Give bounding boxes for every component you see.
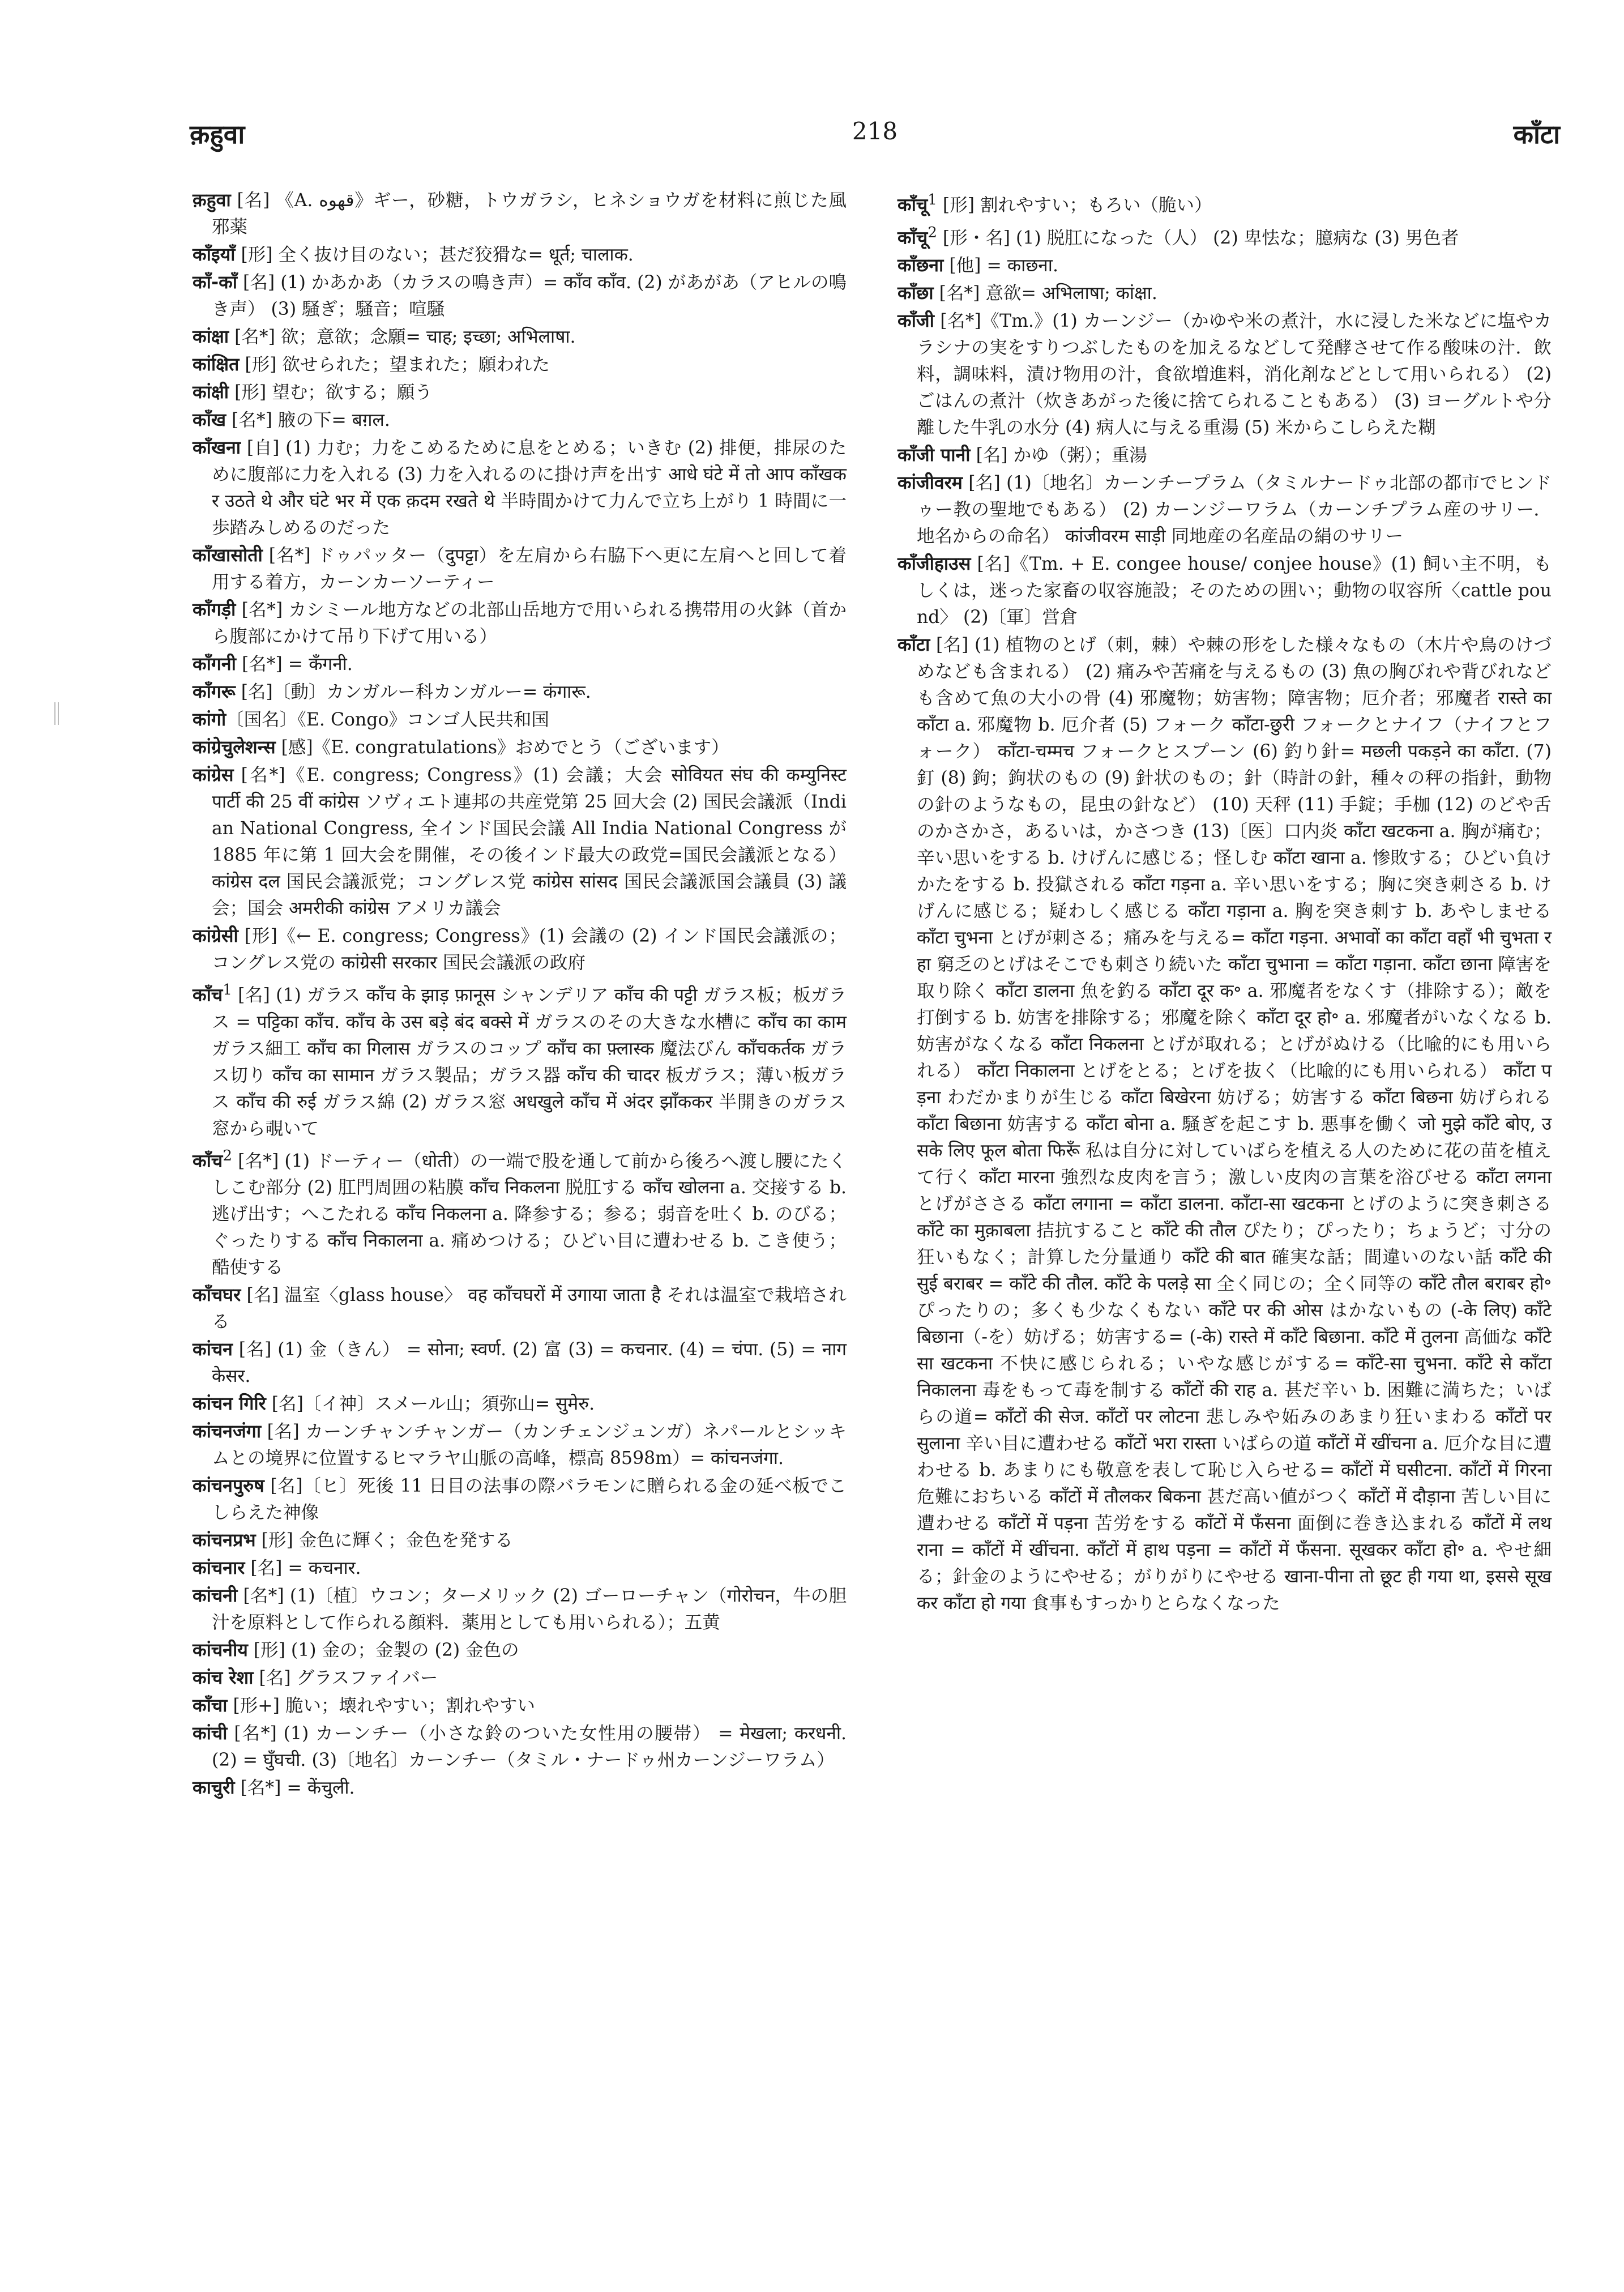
- dictionary-entry: [193, 596, 847, 650]
- homograph-number: 1: [223, 981, 232, 998]
- dictionary-entry: [898, 470, 1552, 550]
- definition: [名]《Tm. + E. congee house/ conjee house》(1) 飼い主不明，もしくは，迷った家畜の収容施設；そのための囲い；動物の収容所〈cattle pound〉 (2)〔軍〕営倉: [917, 554, 1552, 628]
- headword: काँगरू: [193, 681, 236, 702]
- dictionary-entry: [193, 1637, 847, 1664]
- definition: [形] 金色に輝く；金色を発する: [255, 1530, 513, 1551]
- definition: [感]《E. congratulations》おめでとう（ございます）: [275, 737, 729, 758]
- headword: कांक्षित: [193, 353, 240, 375]
- definition: [名] 《A. قهوه》ギー，砂糖，トウガラシ，ヒネショウガを材料に煎じた風邪薬: [212, 190, 847, 237]
- homograph-number: 1: [928, 191, 937, 208]
- definition: [名*] = कँगनी.: [236, 654, 353, 675]
- dictionary-entry: [193, 923, 847, 976]
- definition: [名] (1) ガラス काँच के झाड़ फ़ानूस シャンデリア काँच की पट्टी ガラス板；板ガラス = पट्टिका काँच. काँच के उस बड़े बंद बक्से में ガラスのその大きな水槽に काँच का काम ガラス細工 काँच का गिलास ガラスのコップ काँच का फ़्लास्क 魔法びん काँचकर्तक ガラス切り काँच का सामान ガラス製品；ガラス器 काँच की चादर 板ガラス；薄い板ガラス काँच की रुई ガラス綿 (2) ガラス窓 अधखुले काँच में अंदर झाँककर 半開きのガラス窓から覗いて: [212, 985, 847, 1139]
- dictionary-entry: [193, 1582, 847, 1636]
- headword: काँख: [193, 409, 226, 430]
- dictionary-entry: [193, 407, 847, 434]
- definition: [形+] 脆い；壊れやすい；割れやすい: [227, 1696, 535, 1716]
- definition: [形] 割れやすい；もろい（脆い）: [937, 195, 1212, 216]
- page-number: 218: [852, 117, 898, 145]
- dictionary-entry: [193, 1527, 847, 1554]
- header-guide-word-left: क़हुवा: [190, 119, 245, 150]
- dictionary-entry: [193, 187, 847, 241]
- dictionary-entry: [193, 651, 847, 678]
- definition: [名] 温室〈glass house〉 वह काँचघरों में उगाया जाता है それは温室で栽培される: [212, 1285, 847, 1332]
- headword: काँचू: [898, 227, 928, 248]
- definition: [名] (1)〔地名〕カーンチープラム（タミルナードゥ北部の都市でヒンドゥー教の聖地でもある） (2) カーンジーワラム（カーンチプラム産のサリー．地名からの命名） कांजीवरम साड़ी 同地産の名産品の絹のサリー: [917, 473, 1552, 547]
- headword: काँखना: [193, 437, 241, 458]
- definition: [名] (1) かあかあ（カラスの鳴き声）= काँव काँव. (2) があがあ（アヒルの鳴き声） (3) 騒ぎ；騒音；喧騒: [212, 272, 847, 319]
- headword: काँचू: [898, 194, 928, 216]
- definition: [形] 欲せられた；望まれた；願われた: [239, 355, 550, 375]
- headword: काँखासोती: [193, 544, 263, 566]
- definition: [形]《← E. congress; Congress》(1) 会議の (2) インド国民会議派の；コングレス党の कांग्रेसी सरकार 国民会議派の政府: [212, 926, 847, 973]
- header-guide-word-right: काँटा: [1513, 119, 1560, 150]
- headword: काँच: [193, 1150, 223, 1171]
- definition: [名*] ドゥパッター（दुपट्टा）を左肩から右脇下へ更に左肩へと回して着用する着方，カーンカーソーティー: [212, 545, 847, 592]
- definition: [形] 全く抜け目のない；甚だ狡猾な= धूर्त; चालाक.: [235, 245, 634, 265]
- headword: काँछना: [898, 254, 944, 276]
- dictionary-entry: [193, 706, 847, 733]
- dictionary-entry: [898, 220, 1552, 252]
- dictionary-entry: [193, 1555, 847, 1582]
- headword: कांचनपुरुष: [193, 1475, 264, 1496]
- definition: [名] (1) 金（きん） = सोना; स्वर्ण. (2) 富 (3) = कचनार. (4) = चंपा. (5) = नागकेसर.: [212, 1339, 847, 1386]
- homograph-number: 2: [223, 1147, 232, 1164]
- headword: काँचघर: [193, 1284, 241, 1305]
- definition: [形] 望む；欲する；願う: [229, 382, 433, 403]
- headword: काँचा: [193, 1695, 228, 1716]
- headword: कांचनजंगा: [193, 1420, 261, 1442]
- definition: [名*] 腋の下= बग़ल.: [226, 410, 390, 430]
- headword: काचुरी: [193, 1777, 235, 1798]
- homograph-number: 2: [928, 224, 937, 241]
- dictionary-entry: [193, 762, 847, 922]
- margin-mark: [54, 702, 59, 725]
- headword: काँच: [193, 984, 223, 1006]
- headword: कांक्षी: [193, 381, 229, 403]
- right-column: [898, 187, 1552, 1617]
- dictionary-entry: [193, 1472, 847, 1526]
- headword: काँ-काँ: [193, 271, 238, 293]
- dictionary-entry: [898, 252, 1552, 279]
- definition: [名*] (1) ドーティー（धोती）の一端で股を通して前から後ろへ渡し腰にたくしこむ部分 (2) 肛門周囲の粘膜 काँच निकलना 脱肛する काँच खोलना a. 交接する b. 逃げ出す；へこたれる काँच निकलना a. 降参する；参る；弱音を吐く b. のびる；ぐったりする काँच निकालना a. 痛めつける；ひどい目に遭わせる b. こき使う；酷使する: [212, 1151, 847, 1278]
- definition: [名*] 欲；意欲；念願= चाह; इच्छा; अभिलाषा.: [229, 327, 576, 347]
- headword: काँछा: [898, 282, 934, 304]
- definition: [名*]《E. congress; Congress》(1) 会議；大会 सोवियत संघ की कम्युनिस्ट पार्टी की 25 वीं कांग्रेस ソヴィエト連邦の共産党第 25 回大会 (2) 国民会議派（Indian National Congress, 全インド国民会議 All India National Congress が 1885 年に第 1 回大会を開催，その後インド最大の政党=国民会議派となる） कांग्रेस दल 国民会議派党；コングレス党 कांग्रेस सांसद 国民会議派国会議員 (3) 議会；国会 अमरीकी कांग्रेस アメリカ議会: [212, 765, 847, 919]
- definition: [名] かゆ（粥）；重湯: [970, 445, 1147, 466]
- dictionary-entry: [898, 442, 1552, 469]
- headword: कांचनी: [193, 1585, 238, 1606]
- headword: कांचन गिरि: [193, 1393, 266, 1414]
- dictionary-entry: [193, 269, 847, 323]
- headword: कांग्रेचुलेशन्स: [193, 736, 276, 758]
- definition: 〔国名〕《E. Congo》コンゴ人民共和国: [226, 710, 549, 730]
- left-column: [193, 187, 847, 1802]
- dictionary-entry: [193, 1282, 847, 1335]
- dictionary-entry: [898, 308, 1552, 441]
- headword: काँजीहाउस: [898, 553, 971, 574]
- headword: कांजीवरम: [898, 472, 963, 493]
- dictionary-entry: [898, 280, 1552, 307]
- headword: काँजी पानी: [898, 444, 971, 466]
- definition: [形・名] (1) 脱肛になった（人） (2) 卑怯な；臆病な (3) 男色者: [937, 228, 1459, 248]
- definition: [名]〔ヒ〕死後 11 日目の法事の際バラモンに贈られる金の延べ板でこしらえた神像: [212, 1476, 847, 1523]
- headword: काँटा: [898, 634, 930, 655]
- dictionary-entry: [193, 1692, 847, 1719]
- headword: काँगड़ी: [193, 599, 236, 620]
- headword: कांच रेशा: [193, 1667, 254, 1688]
- definition: [名] (1) 植物のとげ（刺，棘）や棘の形をした様々なもの（木片や鳥のけづめなども含まれる） (2) 痛みや苦痛を与えるもの (3) 魚の胸びれや背びれなども含めて魚の大小の骨 (4) 邪魔物；妨害物；障害物；厄介者；邪魔者 रास्ते का काँटा a. 邪魔物 b. 厄介者 (5) フォーク काँटा-छुरी フォークとナイフ（ナイフとフォーク） काँटा-चम्मच フォークとスプーン (6) 釣り針= मछली पकड़ने का काँटा. (7) 釘 (8) 鉤；鉤状のもの (9) 針状のもの；針（時計の針，種々の秤の指針，動物の針のようなもの，昆虫の針など） (10) 天秤 (11) 手錠；手枷 (12) のどや舌のかさかさ，あるいは，かさつき (13)〔医〕口内炎 काँटा खटकना a. 胸が痛む；辛い思いをする b. けげんに感じる；怪しむ काँटा खाना a. 惨敗する；ひどい負けかたをする b. 投獄される काँटा गड़ना a. 辛い思いをする；胸に突き刺さる b. けげんに感じる；疑わしく感じる काँटा गड़ाना a. 胸を突き刺す b. あやしませる काँटा चुभना とげが刺さる；痛みを与える= काँटा गड़ना. अभावों का काँटा वहाँ भी चुभता रहा 窮乏のとげはそこでも刺さり続いた काँटा चुभाना = काँटा गड़ाना. काँटा छाना 障害を取り除く काँटा डालना 魚を釣る काँटा दूर क॰ a. 邪魔者をなくす（排除する）；敵を打倒する b. 妨害を排除する；邪魔を除く काँटा दूर हो॰ a. 邪魔者がいなくなる b. 妨害がなくなる काँटा निकलना とげが取れる；とげがぬける（比喩的にも用いられる） काँटा निकालना とげをとる；とげを抜く（比喩的にも用いられる） काँटा पड़ना わだかまりが生じる काँटा बिखेरना 妨げる；妨害する काँटा बिछना 妨げられる काँटा बिछाना 妨害する काँटा बोना a. 騒ぎを起こす b. 悪事を働く जो मुझे काँटे बोए, उसके लिए फूल बोता फिरूँ 私は自分に対していばらを植える人のために花の苗を植えて行く काँटा मारना 強烈な皮肉を言う；激しい皮肉の言葉を浴びせる काँटा लगना とげがささる काँटा लगाना = काँटा डालना. काँटा-सा खटकना とげのように突き刺さる काँटे का मुक़ाबला 拮抗すること काँटे की तौल ぴたり；ぴったり；ちょうど；寸分の狂いもなく；計算した分量通り काँटे की बात 確実な話；間違いのない話 काँटे की सुई बराबर = काँटे की तौल. काँटे के पलड़े सा 全く同じの；全く同等の काँटे तौल बराबर हो॰ ぴったりの；多くも少なくもない काँटे पर की ओस はかないもの (-के लिए) काँटे बिछाना（-を）妨げる；妨害する= (-के) रास्ते में काँटे बिछाना. काँटे में तुलना 高価な काँटे सा खटकना 不快に感じられる；いやな感じがする= काँटे-सा चुभना. काँटे से काँटा निकालना 毒をもって毒を制する काँटों की राह a. 甚だ辛い b. 困難に満ちた；いばらの道= काँटों की सेज. काँटों पर लोटना 悲しみや妬みのあまり狂いまわる काँटों पर सुलाना 辛い目に遭わせる काँटों भरा रास्ता いばらの道 काँटों में खींचना a. 厄介な目に遭わせる b. あまりにも敬意を表して恥じ入らせる= काँटों में घसीटना. काँटों में गिरना 危難におちいる काँटों में तौलकर बिकना 甚だ高い値がつく काँटों में दौड़ाना 苦しい目に遭わせる काँटों में पड़ना 苦労をする काँटों में फँसना 面倒に巻き込まれる काँटों में लथराना = काँटों में खींचना. काँटों में हाथ पड़ना = काँटों में फँसना. सूखकर काँटा हो॰ a. やせ細る；針金のようにやせる；がりがりにやせる खाना-पीना तो छूट ही गया था, इससे सूखकर काँटा हो गया 食事もすっかりとらなくなった: [917, 635, 1552, 1614]
- dictionary-entry: [193, 678, 847, 706]
- headword: कांचनप्रभ: [193, 1529, 256, 1551]
- dictionary-entry: [193, 241, 847, 268]
- dictionary-entry: [193, 1664, 847, 1692]
- headword: कांचनार: [193, 1557, 245, 1578]
- dictionary-entry: [193, 323, 847, 351]
- dictionary-entry: [193, 542, 847, 596]
- dictionary-entry: [898, 631, 1552, 1617]
- definition: [名*] (1) カーンチー（小さな鈴のついた女性用の腰帯） = मेखला; करधनी. (2) = घुँघची. (3)〔地名〕カーンチー（タミル・ナードゥ州カーンジーワラム）: [212, 1723, 847, 1770]
- dictionary-entry: [193, 1390, 847, 1418]
- dictionary-entry: [193, 379, 847, 406]
- dictionary-entry: [193, 1418, 847, 1472]
- headword: कांचन: [193, 1338, 233, 1360]
- headword: काँइयाँ: [193, 244, 236, 265]
- definition: [名]〔イ神〕スメール山；須弥山= सुमेरु.: [266, 1394, 595, 1414]
- definition: [名*] 意欲= अभिलाषा; कांक्षा.: [933, 283, 1157, 304]
- headword: क़हुवा: [193, 189, 231, 211]
- definition: [名*] カシミール地方などの北部山岳地方で用いられる携帯用の火鉢（首から腹部にかけて吊り下げて用いる）: [212, 600, 847, 647]
- definition: [名] グラスファイバー: [253, 1668, 438, 1688]
- headword: कांग्रेसी: [193, 925, 238, 946]
- dictionary-entry: [193, 434, 847, 541]
- dictionary-entry: [898, 187, 1552, 219]
- dictionary-entry: [193, 734, 847, 761]
- definition: [名] カーンチャンチャンガー（カンチェンジュンガ）ネパールとシッキムとの境界に位置するヒマラヤ山脈の高峰，標高 8598m）= कांचनजंगा.: [212, 1422, 847, 1469]
- dictionary-entry: [193, 1774, 847, 1802]
- dictionary-entry: [898, 550, 1552, 631]
- definition: [名*] (1)〔植〕ウコン；ターメリック (2) ゴーローチャン（गोरोचन，牛の胆汁を原料として作られる顔料．薬用としても用いられる）；五黄: [212, 1586, 847, 1633]
- dictionary-entry: [193, 1720, 847, 1774]
- dictionary-entry: [193, 1336, 847, 1390]
- definition: [名]〔動〕カンガルー科カンガルー= कंगारू.: [235, 682, 591, 702]
- page-header: [190, 116, 1560, 161]
- headword: काँजी: [898, 310, 934, 331]
- headword: काँगनी: [193, 653, 236, 675]
- definition: [形] (1) 金の；金製の (2) 金色の: [247, 1640, 519, 1661]
- dictionary-entry: [193, 351, 847, 378]
- headword: कांक्षा: [193, 326, 229, 347]
- headword: कांगो: [193, 708, 226, 730]
- headword: कांचनीय: [193, 1639, 248, 1661]
- definition: [名*] = केंचुली.: [234, 1778, 355, 1798]
- dictionary-entry: [193, 1143, 847, 1282]
- definition: [名*]《Tm.》(1) カーンジー（かゆや米の煮汁，水に浸した米などに塩やカラシナの実をすりつぶしたものを加えるなどして発酵させて作る酸味の汁．飲料，調味料，漬け物用の汁，食欲増進料，消化剤などとして用いられる） (2) ごはんの煮汁（炊きあがった後に捨てられることもある） (3) ヨーグルトや分離した牛乳の水分 (4) 病人に与える重湯 (5) 米からこしらえた糊: [917, 311, 1552, 438]
- dictionary-entry: [193, 977, 847, 1142]
- definition: [自] (1) 力む；力をこめるために息をとめる；いきむ (2) 排便，排尿のために腹部に力を入れる (3) 力を入れるのに掛け声を出す आधे घंटे में तो आप काँखकर उठते थे और घंटे भर में एक क़दम रखते थे 半時間かけて力んで立ち上がり 1 時間に一歩踏みしめるのだった: [212, 438, 847, 538]
- definition: [名] = कचनार.: [245, 1558, 361, 1578]
- headword: कांची: [193, 1722, 228, 1744]
- headword: कांग्रेस: [193, 764, 234, 786]
- definition: [他] = काछना.: [943, 255, 1058, 276]
